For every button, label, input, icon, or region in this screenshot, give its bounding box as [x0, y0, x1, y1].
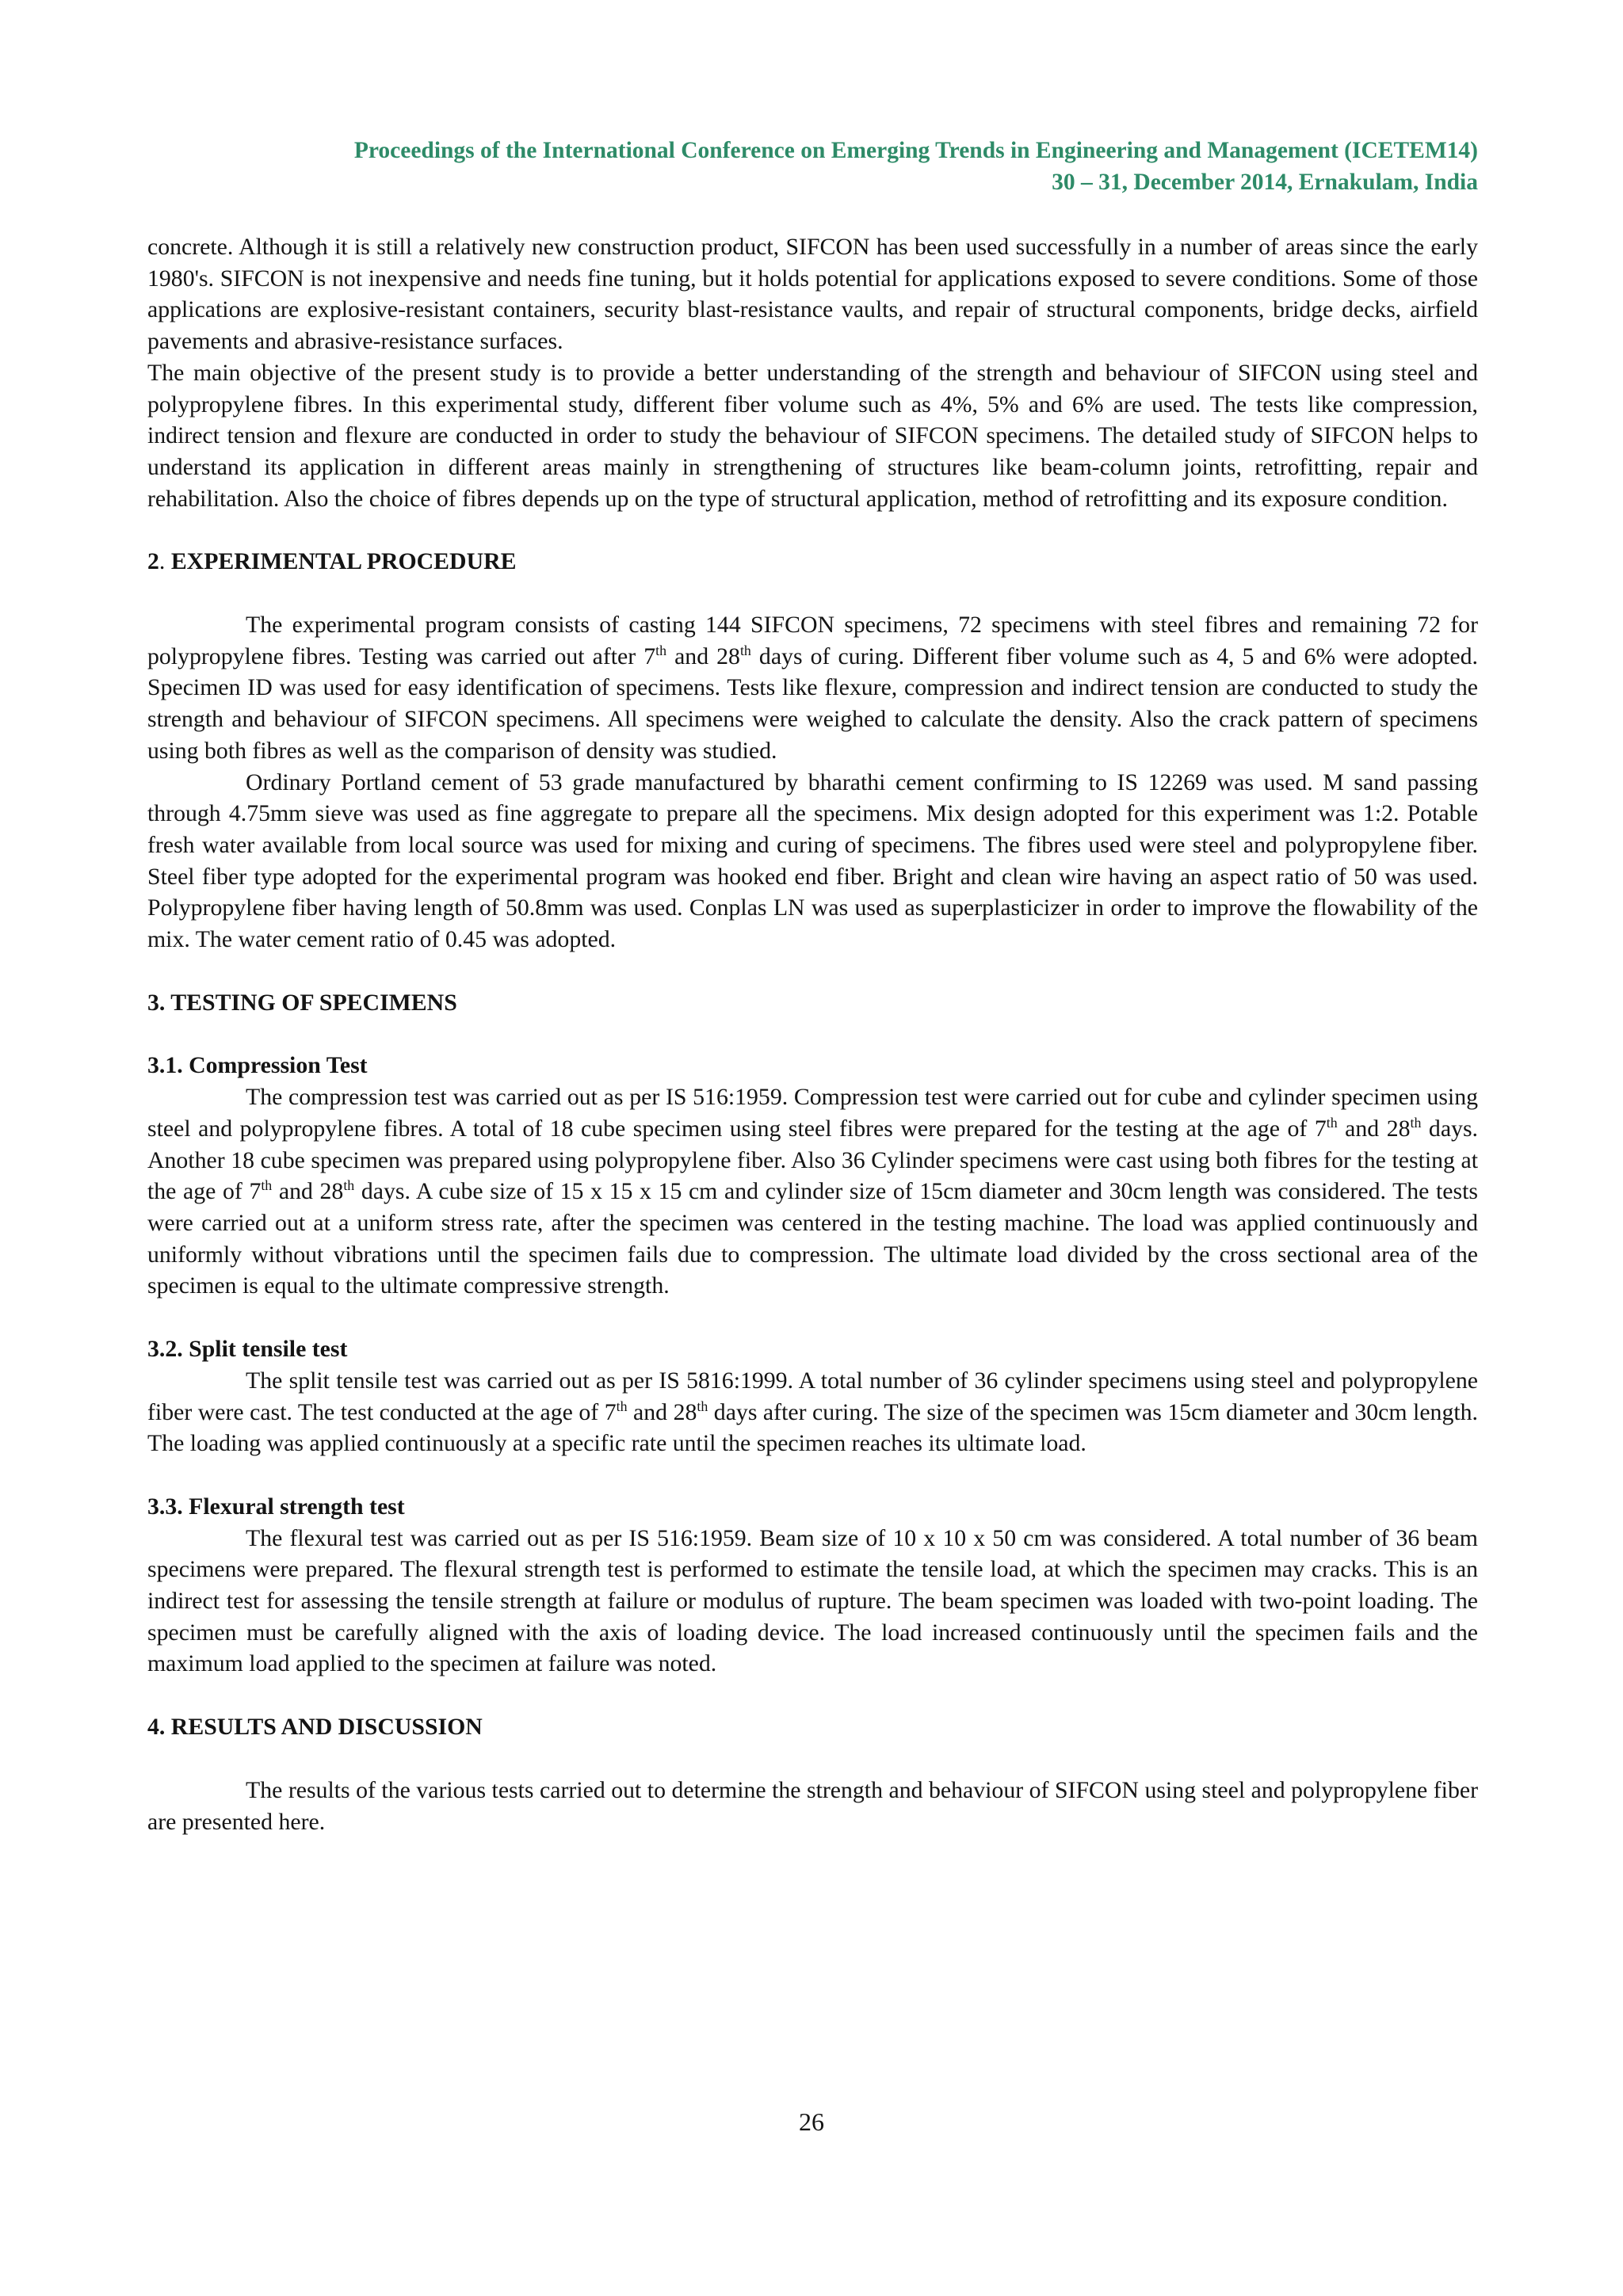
ordinal-suffix: th [697, 1398, 708, 1414]
subsection-3-1-heading: 3.1. Compression Test [147, 1052, 368, 1079]
ordinal-suffix: th [739, 642, 751, 658]
section-3-heading: 3. TESTING OF SPECIMENS [147, 989, 457, 1016]
subsection-3-1-paragraph [147, 1081, 1478, 1302]
subsection-3-2-paragraph [147, 1365, 1478, 1459]
intro-paragraph-1: concrete. Although it is still a relatively new construction product, SIFCON has been used successfully in a number of areas since the early 1980's. SIFCON is not inexpensive and needs fine tuning, but it holds potential for applications exposed to severe conditions. Some of those applications are explosive-resistant containers, security blast-resistance vaults, and repair of structural components, bridge decks, airfield pavements and abrasive-resistance surfaces. [147, 234, 1478, 355]
text-run: and 28 [627, 1398, 697, 1425]
section-2-paragraph-1 [147, 609, 1478, 767]
section-4-heading: 4. RESULTS AND DISCUSSION [147, 1714, 483, 1741]
section-2-paragraph-2: Ordinary Portland cement of 53 grade manufactured by bharathi cement confirming to IS 12269 was used. M sand passing through 4.75mm sieve was used as fine aggregate to prepare all the specimens. Mix design adopted for this experiment was 1:2. Potable fresh water available from local source was used for mixing and curing of specimens. The fibres used were steel and polypropylene fiber. Steel fiber type adopted for the experimental program was hooked end fiber. Bright and clean wire having an aspect ratio of 50 was used. Polypropylene fiber having length of 50.8mm was used. Conplas LN was used as superplasticizer in order to improve the flowability of the mix. The water cement ratio of 0.45 was adopted. [147, 769, 1478, 953]
ordinal-suffix: th [616, 1398, 628, 1414]
subsection-3-2-heading: 3.2. Split tensile test [147, 1336, 348, 1363]
section-2-heading [147, 546, 1478, 578]
text-run: and 28 [666, 643, 740, 669]
ordinal-suffix: th [261, 1177, 273, 1194]
subsection-3-3-paragraph: The flexural test was carried out as per IS 516:1959. Beam size of 10 x 10 x 50 cm was considered. A total number of 36 beam specimens were prepared. The flexural strength test is performed to estimate the tensile load, at which the specimen may cracks. This is an indirect test for assessing the tensile strength at failure or modulus of rupture. The beam specimen was loaded with two-point loading. The specimen must be carefully aligned with the axis of loading device. The load increased continuously until the specimen fails and the maximum load applied to the specimen at failure was noted. [147, 1524, 1478, 1677]
text-run: days. Another 18 cube specimen was prepared using polypropylene fiber. Also 36 Cylinder specimens were cast using both fibres for the testing at the age of 7 [147, 1115, 1478, 1205]
page-number: 26 [799, 2107, 824, 2136]
header-date-location: 30 – 31, December 2014, Ernakulam, India [1052, 170, 1478, 195]
section-2-title: EXPERIMENTAL PROCEDURE [170, 548, 517, 575]
ordinal-suffix: th [1410, 1114, 1422, 1131]
text-run: days of curing. Different fiber volume such as 4, 5 and 6% were adopted. Specimen ID was used for easy identification of specimens. Tests like flexure, compression and indirect tension are conducted to study the strength and behaviour of SIFCON specimens. All specimens were weighed to calculate the density. Also the crack pattern of specimens using both fibres as well as the comparison of density was studied. [147, 643, 1478, 764]
intro-paragraph-2: The main objective of the present study is to provide a better understanding of the strength and behaviour of SIFCON using steel and polypropylene fibres. In this experimental study, different fiber volume such as 4%, 5% and 6% are used. The tests like compression, indirect tension and flexure are conducted in order to study the behaviour of SIFCON specimens. The detailed study of SIFCON helps to understand its application in different areas mainly in strengthening of structures like beam-column joints, retrofitting, repair and rehabilitation. Also the choice of fibres depends up on the type of structural application, method of retrofitting and its exposure condition. [147, 359, 1478, 512]
header-conference-title: Proceedings of the International Conference on Emerging Trends in Engineering and Management (ICETEM14) [353, 138, 1478, 163]
text-run: and 28 [1337, 1115, 1411, 1142]
text-run: The split tensile test was carried out as per IS 5816:1999. A total number of 36 cylinder specimens using steel and polypropylene fiber were cast. The test conducted at the age of 7 [147, 1367, 1478, 1425]
section-2-number: 2 [147, 548, 159, 575]
text-run: The compression test was carried out as per IS 516:1959. Compression test were carried out for cube and cylinder specimen using steel and polypropylene fibres. A total of 18 cube specimen using steel fibres were prepared for the testing at the age of 7 [147, 1084, 1478, 1142]
ordinal-suffix: th [1326, 1114, 1338, 1131]
section-2-separator: . [158, 548, 171, 575]
text-run: The experimental program consists of casting 144 SIFCON specimens, 72 specimens with steel fibres and remaining 72 for polypropylene fibres. Testing was carried out after 7 [147, 612, 1478, 669]
text-run: days. A cube size of 15 x 15 x 15 cm and cylinder size of 15cm diameter and 30cm length was considered. The tests were carried out at a uniform stress rate, after the specimen was centered in the testing machine. The load was applied continuously and uniformly without vibrations until the specimen fails due to compression. The ultimate load divided by the cross sectional area of the specimen is equal to the ultimate compressive strength. [147, 1178, 1478, 1299]
section-4-paragraph: The results of the various tests carried out to determine the strength and behaviour of SIFCON using steel and polypropylene fiber are presented here. [147, 1776, 1478, 1835]
ordinal-suffix: th [655, 642, 667, 658]
text-run: days after curing. The size of the specimen was 15cm diameter and 30cm length. The loading was applied continuously at a specific rate until the specimen reaches its ultimate load. [147, 1398, 1478, 1457]
body-text [147, 231, 1478, 1837]
text-run: and 28 [272, 1178, 344, 1205]
running-header [147, 135, 1478, 198]
ordinal-suffix: th [343, 1177, 355, 1194]
subsection-3-3-heading: 3.3. Flexural strength test [147, 1493, 405, 1520]
